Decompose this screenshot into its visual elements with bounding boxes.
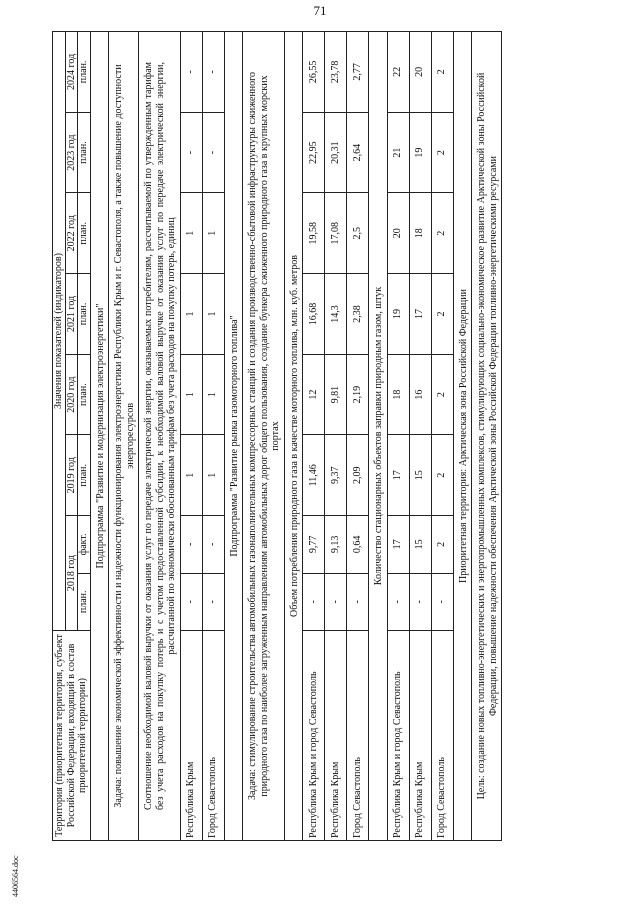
fact-header: факт. [78, 516, 91, 573]
table-row [347, 32, 369, 841]
indicator-value: 26,55 [303, 32, 325, 113]
territory-name: Город Севастополь [347, 631, 369, 841]
priority-territory-row [453, 32, 472, 841]
table-row [431, 32, 453, 841]
subprogram-title: Подпрограмма "Развитие и модернизация электроэнергетики" [90, 32, 109, 841]
indicator-value: 0,64 [347, 516, 369, 573]
indicator-value: 2 [431, 32, 453, 113]
rotated-page-area [52, 31, 586, 841]
territory-header: Территория (приоритетная территория, субъект Российской Федерации, входящий в состав приоритетной территории) [53, 631, 91, 841]
indicator-value: 22 [387, 32, 409, 113]
document-id: 4406564.doc [11, 855, 20, 897]
indicator-value: 16 [409, 354, 431, 435]
plan-header: план. [78, 193, 91, 274]
indicator-value: - [180, 573, 202, 630]
indicator-value: 23,78 [325, 32, 347, 113]
header-row-1 [53, 32, 66, 841]
indicator-value: 2 [431, 516, 453, 573]
plan-header: план. [78, 573, 91, 630]
indicator-value: 2 [431, 435, 453, 516]
indicator-value: 18 [387, 354, 409, 435]
indicator-value: 21 [387, 112, 409, 193]
indicator-value: - [180, 112, 202, 193]
task-text-row [243, 32, 285, 841]
indicator-value: - [431, 573, 453, 630]
indicator-value: 11,46 [303, 435, 325, 516]
plan-header: план. [78, 32, 91, 113]
year-header: 2021 год [65, 274, 78, 355]
table-row [202, 32, 224, 841]
indicator-value: 1 [202, 354, 224, 435]
indicator-value: 12 [303, 354, 325, 435]
indicator-value: - [202, 516, 224, 573]
rotated-table-container [52, 31, 586, 841]
indicator-value: 1 [180, 354, 202, 435]
territory-name: Республика Крым [325, 631, 347, 841]
indicator-value: 17,08 [325, 193, 347, 274]
indicator-value: 9,13 [325, 516, 347, 573]
indicator-value: 19,58 [303, 193, 325, 274]
indicator-value: 9,81 [325, 354, 347, 435]
year-header: 2018 год [65, 516, 78, 631]
plan-header: план. [78, 274, 91, 355]
indicator-title: Объем потребления природного газа в качестве моторного топлива, млн. куб. метров [284, 32, 303, 841]
indicator-value: - [202, 32, 224, 113]
indicator-value: 2 [431, 274, 453, 355]
indicator-value: 2,38 [347, 274, 369, 355]
indicator-value: 20 [387, 193, 409, 274]
goal-text: Цель: создание новых топливно-энергетических и энергопромышленных комплексов, стимулирующих социально-экономическое развитие Арктической зоны Российской Федерации, повышение надежности обеспечения Арктической зоны Российской Федерации топливно-энергетическими ресурсами [472, 32, 502, 841]
indicator-value: 2,09 [347, 435, 369, 516]
indicator-title: Соотношение необходимой валовой выручки от оказания услуг по передаче электрической энергии, оказываемых потребителям, рассчитываемой по утвержденным тарифам без учета расходов на покупку потерь и с учетом предоставленной субсидии, к необходимой валовой выручке от оказания услуг по передаче электрической энергии, рассчитанной по экономически обоснованным тарифам без учета расходов на покупку потерь, единиц [139, 32, 181, 841]
indicator-value: 17 [387, 516, 409, 573]
indicator-value: - [180, 32, 202, 113]
indicator-value: 1 [180, 435, 202, 516]
indicator-value: 1 [202, 193, 224, 274]
table-row [303, 32, 325, 841]
goal-text-row [472, 32, 502, 841]
indicator-value: - [325, 573, 347, 630]
indicator-value: 14,3 [325, 274, 347, 355]
indicator-value: 15 [409, 516, 431, 573]
plan-header: план. [78, 354, 91, 435]
territory-name: Город Севастополь [431, 631, 453, 841]
territory-name: Республика Крым и город Севастополь [387, 631, 409, 841]
indicator-value: - [303, 573, 325, 630]
plan-header: план. [78, 435, 91, 516]
plan-header: план. [78, 112, 91, 193]
year-header: 2019 год [65, 435, 78, 516]
indicator-value: 18 [409, 193, 431, 274]
indicator-title-row [284, 32, 303, 841]
year-header: 2023 год [65, 112, 78, 193]
indicator-value: - [202, 573, 224, 630]
indicators-header: Значения показателей (индикаторов) [53, 32, 66, 631]
territory-name: Республика Крым и город Севастополь [303, 631, 325, 841]
indicator-value: 2 [431, 354, 453, 435]
territory-name: Республика Крым [180, 631, 202, 841]
indicator-title-row [369, 32, 388, 841]
indicator-value: 2,19 [347, 354, 369, 435]
indicator-value: 1 [202, 435, 224, 516]
table-body [90, 32, 502, 841]
indicator-value: 20 [409, 32, 431, 113]
indicator-value: 20,31 [325, 112, 347, 193]
indicator-value: 2,64 [347, 112, 369, 193]
indicator-value: - [202, 112, 224, 193]
indicator-value: 2 [431, 112, 453, 193]
indicator-title: Количество стационарных объектов заправки природным газом, штук [369, 32, 388, 841]
indicator-value: 1 [180, 193, 202, 274]
indicator-value: 16,68 [303, 274, 325, 355]
indicator-value: 2,77 [347, 32, 369, 113]
subprogram-title-row [224, 32, 243, 841]
subprogram-title: Подпрограмма "Развитие рынка газомоторного топлива" [224, 32, 243, 841]
indicators-table [52, 31, 502, 841]
indicator-value: 2 [431, 193, 453, 274]
indicator-value: - [387, 573, 409, 630]
indicator-value: 1 [202, 274, 224, 355]
task-text-row [109, 32, 139, 841]
indicator-value: 22,95 [303, 112, 325, 193]
indicator-value: 17 [409, 274, 431, 355]
subprogram-title-row [90, 32, 109, 841]
indicator-value: 19 [387, 274, 409, 355]
table-row [180, 32, 202, 841]
table-row [325, 32, 347, 841]
indicator-title-row [139, 32, 181, 841]
territory-name: Республика Крым [409, 631, 431, 841]
task-text: Задача: стимулирование строительства автомобильных газонаполнительных компрессорных станций и создания производственно-сбытовой инфраструктуры сжиженного природного газа по наиболее загруженным направлениям автомобильных дорог общего пользования, создание бункера сжиженного природного газа в крупных морских портах [243, 32, 285, 841]
indicator-value: 1 [180, 274, 202, 355]
indicator-value: 19 [409, 112, 431, 193]
table-row [409, 32, 431, 841]
indicator-value: 2,5 [347, 193, 369, 274]
page-number: 71 [313, 3, 327, 18]
year-header: 2024 год [65, 32, 78, 113]
indicator-value: 9,77 [303, 516, 325, 573]
indicator-value: - [180, 516, 202, 573]
indicator-value: 17 [387, 435, 409, 516]
year-header: 2020 год [65, 354, 78, 435]
indicator-value: 15 [409, 435, 431, 516]
indicator-value: - [409, 573, 431, 630]
task-text: Задача: повышение экономической эффективности и надежности функционирования электроэнергетики Республики Крым и г. Севастополя, а также повышение доступности энергоресурсов [109, 32, 139, 841]
indicator-value: - [347, 573, 369, 630]
year-header: 2022 год [65, 193, 78, 274]
table-row [387, 32, 409, 841]
indicator-value: 9,37 [325, 435, 347, 516]
priority-territory: Приоритетная территория: Арктическая зона Российской Федерации [453, 32, 472, 841]
territory-name: Город Севастополь [202, 631, 224, 841]
